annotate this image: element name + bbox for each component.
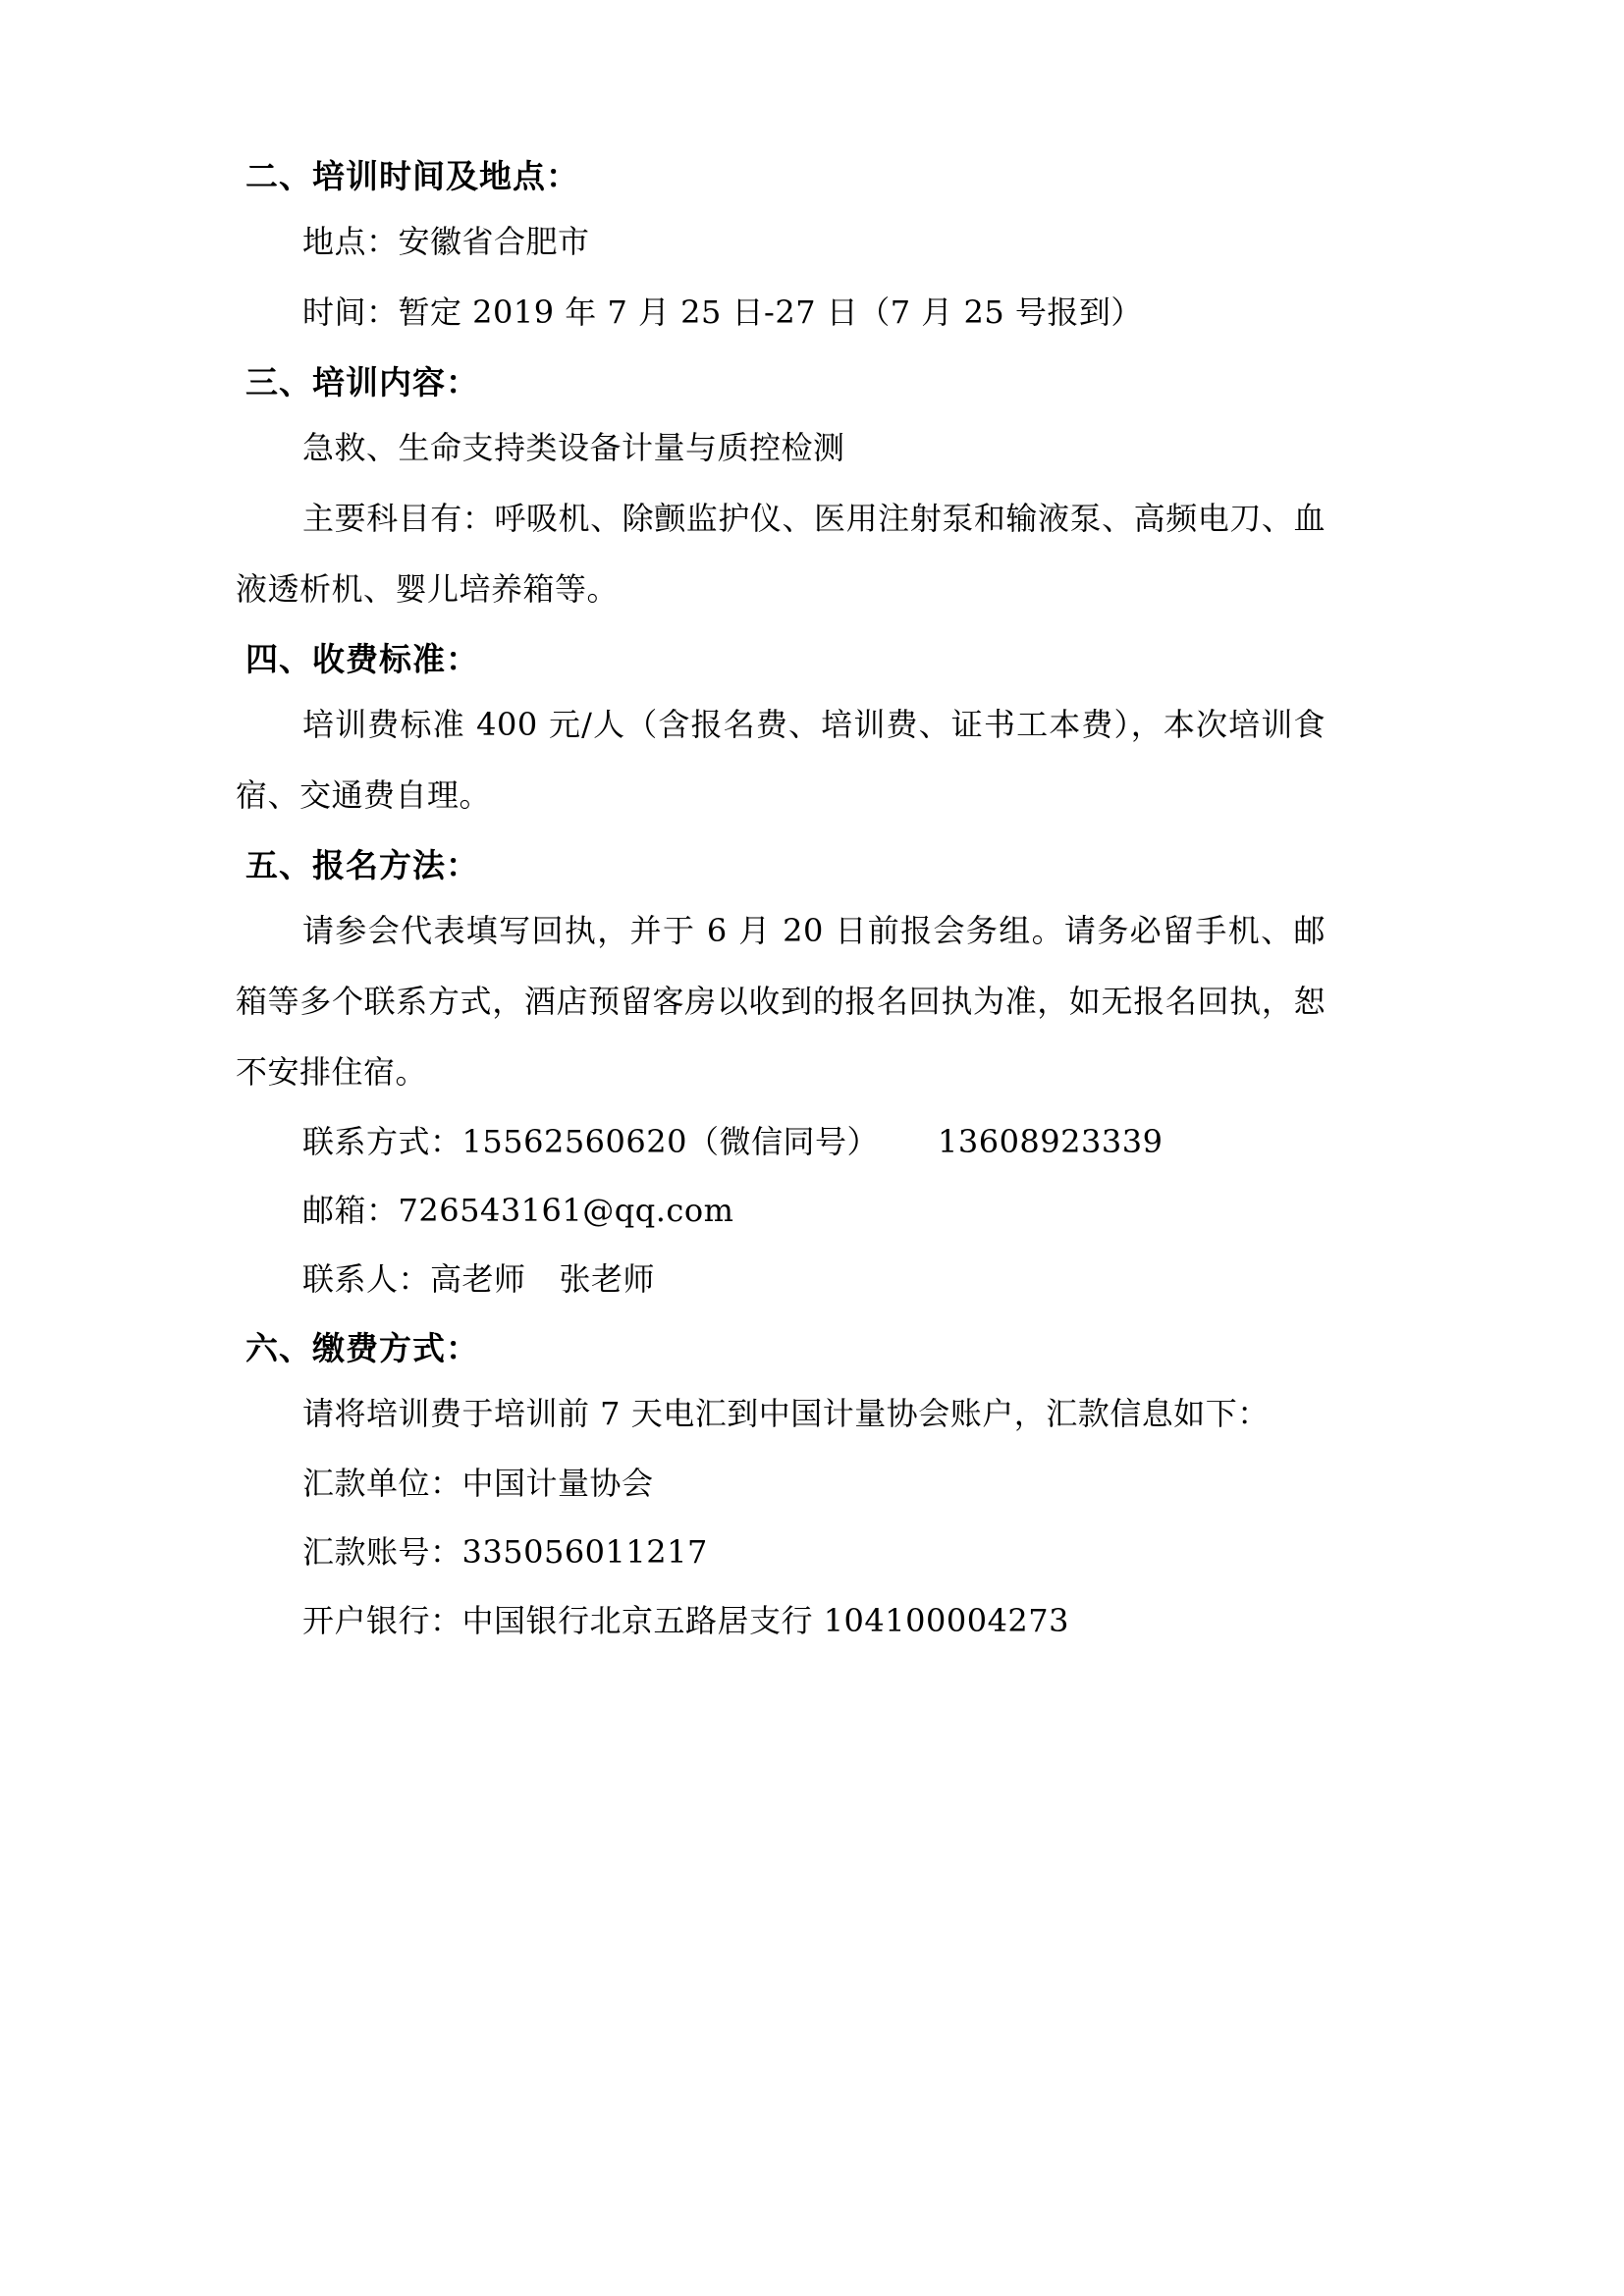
document-body: [236, 147, 1326, 1655]
paragraph-remittance-bank: [236, 1586, 1326, 1655]
remittance-account-label: 汇款账号：: [302, 1533, 462, 1571]
remittance-bank-value: 中国银行北京五路居支行 104100004273: [461, 1602, 1070, 1639]
contact-person-primary: 高老师: [430, 1260, 526, 1298]
paragraph-remittance-account: [236, 1518, 1326, 1586]
paragraph-time: 时间：暂定 2019 年 7 月 25 日-27 日（7 月 25 号报到）: [302, 294, 1143, 331]
contact-phone-label: 联系方式：: [302, 1123, 462, 1160]
contact-email-value: 726543161@qq.com: [398, 1192, 734, 1229]
paragraph-content-summary: 急救、生命支持类设备计量与质控检测: [302, 429, 845, 466]
section-heading-payment-method: 六、缴费方式：: [245, 1329, 479, 1367]
remittance-unit-label: 汇款单位：: [302, 1465, 462, 1502]
paragraph-contact-phones: [236, 1107, 1326, 1176]
contact-person-label: 联系人：: [302, 1260, 431, 1298]
contact-phone-secondary: 13608923339: [937, 1123, 1164, 1160]
section-heading-fee-standard: 四、收费标准：: [245, 640, 479, 678]
paragraph-payment-intro: 请将培训费于培训前 7 天电汇到中国计量协会账户，汇款信息如下：: [302, 1395, 1270, 1432]
section-heading-training-time-place: 二、培训时间及地点：: [245, 157, 579, 195]
paragraph-contact-email: [236, 1176, 1326, 1245]
contact-person-secondary: 张老师: [559, 1260, 656, 1298]
paragraph-remittance-unit: [236, 1449, 1326, 1518]
contact-email-label: 邮箱：: [302, 1192, 399, 1229]
paragraph-registration-method: 请参会代表填写回执，并于 6 月 20 日前报会务组。请务必留手机、邮箱等多个联系方式，酒店预留客房以收到的报名回执为准，如无报名回执，恕不安排住宿。: [236, 912, 1326, 1091]
remittance-account-value: 335056011217: [461, 1533, 708, 1571]
remittance-bank-label: 开户银行：: [302, 1602, 462, 1639]
paragraph-location: 地点：安徽省合肥市: [302, 223, 590, 260]
paragraph-contact-person: [236, 1245, 1326, 1313]
contact-phone-primary: 15562560620（微信同号）: [461, 1123, 879, 1160]
section-heading-training-content: 三、培训内容：: [245, 363, 479, 401]
remittance-unit-value: 中国计量协会: [461, 1465, 654, 1502]
section-heading-registration-method: 五、报名方法：: [245, 846, 479, 884]
paragraph-content-subjects: 主要科目有：呼吸机、除颤监护仪、医用注射泵和输液泵、高频电刀、血液透析机、婴儿培养箱等。: [236, 500, 1326, 608]
paragraph-fee-standard: 培训费标准 400 元/人（含报名费、培训费、证书工本费），本次培训食宿、交通费自理。: [236, 706, 1326, 814]
